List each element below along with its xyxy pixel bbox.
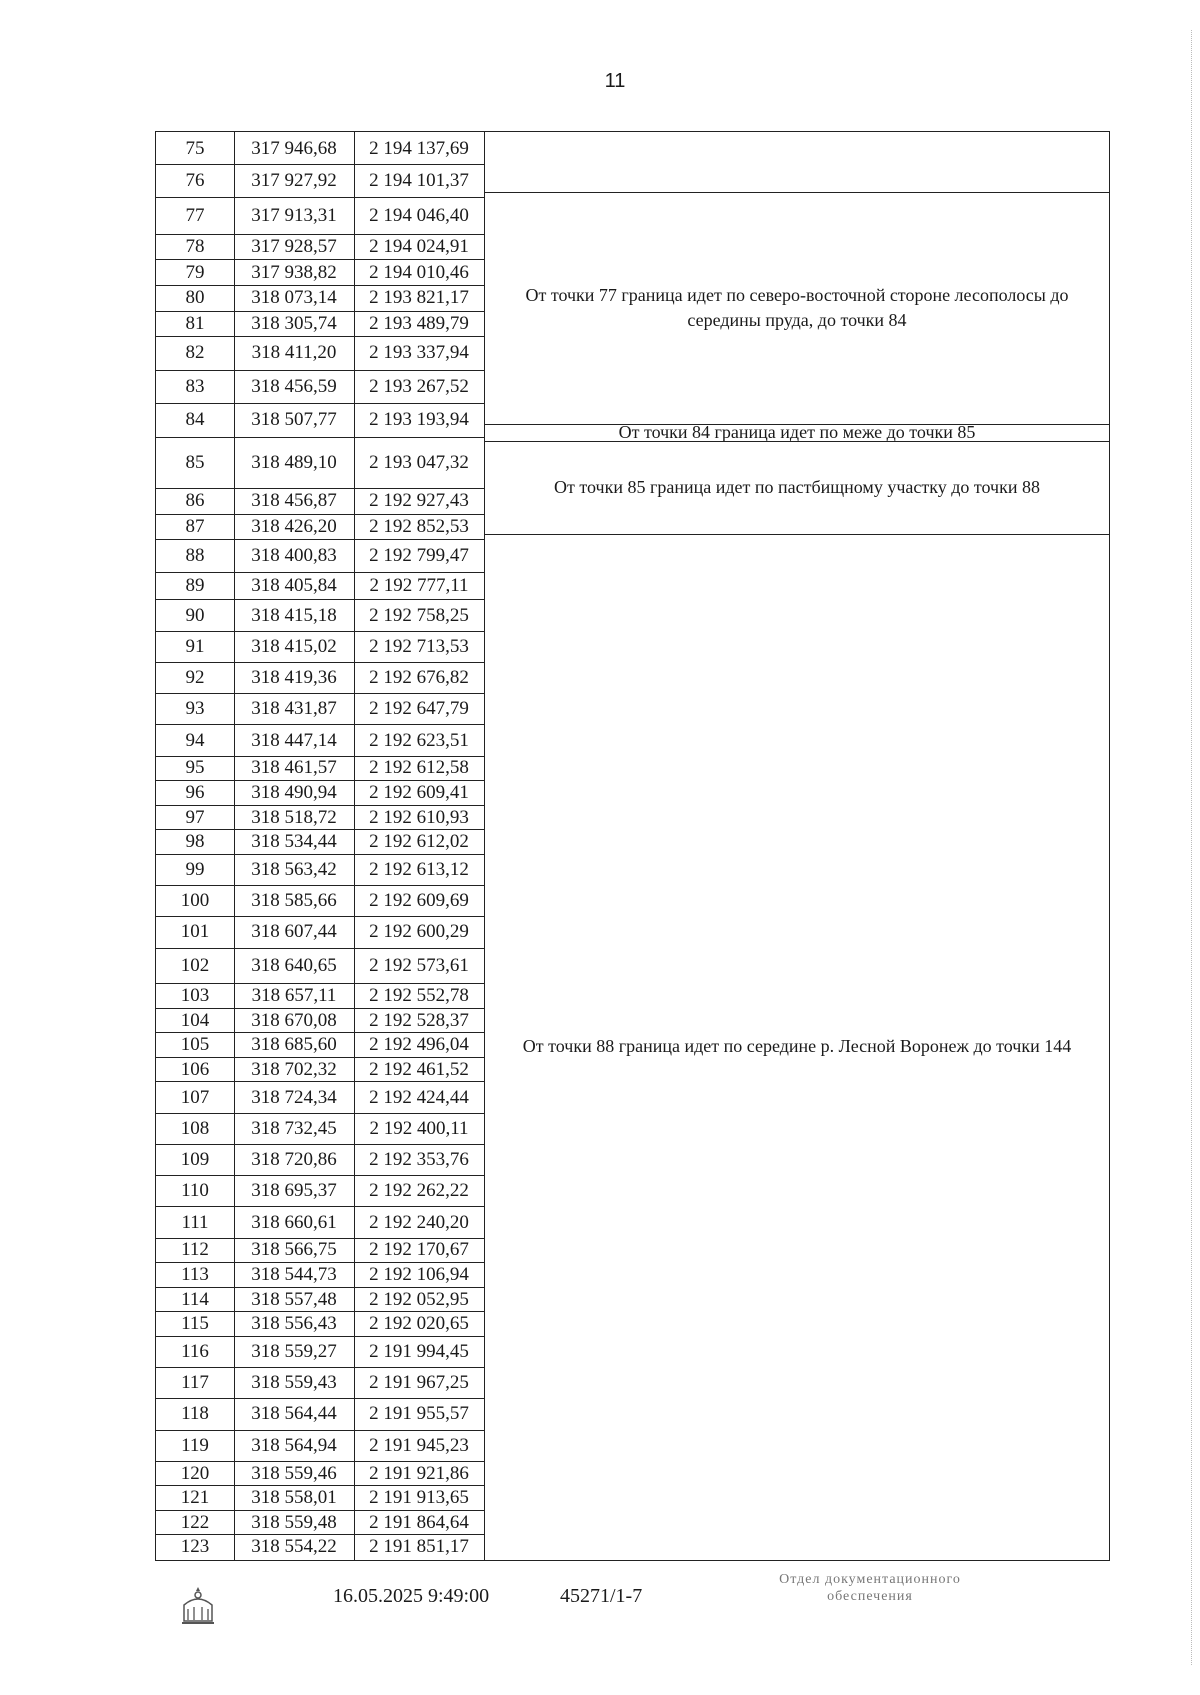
row-divider — [156, 916, 484, 917]
coordinate-x: 318 400,83 — [251, 544, 337, 566]
coordinate-x: 318 559,43 — [251, 1372, 337, 1394]
point-number: 100 — [180, 890, 210, 912]
point-number: 87 — [185, 515, 205, 537]
point-number: 113 — [181, 1263, 209, 1285]
coordinate-y: 2 192 353,76 — [369, 1149, 469, 1171]
coordinate-x: 317 927,92 — [251, 170, 337, 192]
row-divider — [156, 1336, 484, 1337]
row-divider — [156, 885, 484, 886]
coordinate-x: 318 073,14 — [251, 287, 337, 309]
row-divider — [156, 1206, 484, 1207]
coordinate-x: 318 489,10 — [251, 451, 337, 473]
point-number: 102 — [180, 954, 210, 976]
coordinate-x: 318 640,65 — [251, 954, 337, 976]
row-divider — [156, 1057, 484, 1058]
footer-date: 16.05.2025 9:49:00 — [333, 1585, 490, 1607]
row-divider — [156, 1311, 484, 1312]
coordinate-y: 2 192 106,94 — [369, 1263, 469, 1285]
coordinate-x: 318 702,32 — [251, 1058, 337, 1080]
coordinate-x: 318 426,20 — [251, 515, 337, 537]
coordinate-y: 2 192 777,11 — [369, 575, 469, 597]
point-number: 95 — [185, 757, 205, 779]
point-number: 88 — [185, 544, 205, 566]
coordinate-y: 2 192 713,53 — [369, 635, 469, 657]
point-number: 93 — [185, 698, 205, 720]
coordinate-y: 2 192 676,82 — [369, 667, 469, 689]
row-divider — [156, 948, 484, 949]
point-number: 79 — [185, 261, 205, 283]
point-number: 77 — [185, 204, 205, 226]
emblem-icon — [176, 1583, 220, 1627]
point-number: 80 — [185, 287, 205, 309]
coordinate-y: 2 192 613,12 — [369, 858, 469, 880]
point-number: 110 — [181, 1180, 209, 1202]
row-divider — [156, 437, 484, 438]
coordinate-x: 318 657,11 — [251, 985, 337, 1007]
point-number: 97 — [185, 806, 205, 828]
point-number: 108 — [180, 1117, 210, 1139]
coordinate-y: 2 194 101,37 — [369, 170, 469, 192]
point-number: 84 — [185, 409, 205, 431]
row-divider — [156, 1287, 484, 1288]
coordinate-y: 2 192 609,69 — [369, 890, 469, 912]
coordinate-y: 2 191 955,57 — [369, 1403, 469, 1425]
point-number: 118 — [181, 1403, 209, 1425]
coordinate-x: 318 507,77 — [251, 409, 337, 431]
coordinate-x: 318 558,01 — [251, 1487, 337, 1509]
scan-edge — [1191, 30, 1192, 1665]
row-divider — [156, 1262, 484, 1263]
coordinate-y: 2 191 864,64 — [369, 1511, 469, 1533]
stamp-line: обеспечения — [827, 1588, 913, 1604]
coordinate-y: 2 192 262,22 — [369, 1180, 469, 1202]
row-divider — [156, 1032, 484, 1033]
row-divider — [156, 197, 484, 198]
department-stamp — [720, 1572, 1020, 1606]
row-divider — [156, 1008, 484, 1009]
point-number: 82 — [185, 342, 205, 364]
coordinate-x: 318 447,14 — [251, 729, 337, 751]
row-divider — [156, 1367, 484, 1368]
coordinate-x: 318 724,34 — [251, 1086, 337, 1108]
point-number: 75 — [185, 137, 205, 159]
stamp-line: Отдел документационного — [779, 1572, 961, 1587]
point-number: 90 — [185, 604, 205, 626]
point-number: 96 — [185, 781, 205, 803]
row-divider — [156, 1238, 484, 1239]
point-number: 86 — [185, 490, 205, 512]
coordinate-x: 318 305,74 — [251, 312, 337, 334]
point-number: 119 — [181, 1434, 209, 1456]
row-divider — [156, 693, 484, 694]
coordinate-y: 2 193 337,94 — [369, 342, 469, 364]
point-number: 120 — [180, 1462, 210, 1484]
point-number: 91 — [185, 635, 205, 657]
coordinate-y: 2 192 528,37 — [369, 1009, 469, 1031]
coordinate-x: 318 544,73 — [251, 1263, 337, 1285]
row-divider — [156, 983, 484, 984]
coordinate-x: 318 461,57 — [251, 757, 337, 779]
page-number: 11 — [604, 70, 626, 92]
coordinate-x: 318 415,02 — [251, 635, 337, 657]
row-divider — [156, 1510, 484, 1511]
point-number: 115 — [181, 1313, 209, 1335]
point-number: 85 — [185, 451, 205, 473]
coordinate-y: 2 191 967,25 — [369, 1372, 469, 1394]
point-number: 123 — [180, 1536, 210, 1558]
point-number: 121 — [180, 1487, 210, 1509]
point-number: 89 — [185, 575, 205, 597]
point-number: 116 — [181, 1340, 209, 1362]
boundary-description — [486, 132, 1108, 192]
coordinate-y: 2 192 623,51 — [369, 729, 469, 751]
point-number: 92 — [185, 667, 205, 689]
point-number: 94 — [185, 729, 205, 751]
point-number: 114 — [181, 1288, 209, 1310]
coordinate-x: 318 431,87 — [251, 698, 337, 720]
boundary-description: От точки 85 граница идет по пастбищному участку до точки 88 — [554, 477, 1040, 498]
coordinate-y: 2 193 047,32 — [369, 451, 469, 473]
coordinate-x: 318 405,84 — [251, 575, 337, 597]
row-divider — [156, 854, 484, 855]
footer-document-code: 45271/1-7 — [560, 1585, 643, 1607]
coordinate-y: 2 192 552,78 — [369, 985, 469, 1007]
row-divider — [156, 311, 484, 312]
row-divider — [156, 1113, 484, 1114]
row-divider — [156, 805, 484, 806]
coordinate-y: 2 194 137,69 — [369, 137, 469, 159]
point-number: 111 — [181, 1211, 209, 1233]
coordinate-y: 2 192 927,43 — [369, 490, 469, 512]
coordinate-y: 2 192 461,52 — [369, 1058, 469, 1080]
coordinate-y: 2 192 799,47 — [369, 544, 469, 566]
coordinate-x: 318 685,60 — [251, 1034, 337, 1056]
row-divider — [156, 1175, 484, 1176]
coordinate-x: 318 566,75 — [251, 1239, 337, 1261]
point-number: 76 — [185, 170, 205, 192]
row-divider — [156, 1081, 484, 1082]
coordinate-y: 2 192 496,04 — [369, 1034, 469, 1056]
coordinate-x: 318 559,27 — [251, 1340, 337, 1362]
point-number: 103 — [180, 985, 210, 1007]
coordinate-x: 317 928,57 — [251, 235, 337, 257]
coordinate-x: 318 732,45 — [251, 1117, 337, 1139]
boundary-description: От точки 77 граница идет по северо-восточной стороне лесополосы до середины пруда, до точки 84 — [525, 285, 1069, 330]
coordinate-x: 318 518,72 — [251, 806, 337, 828]
coordinate-y: 2 192 609,41 — [369, 781, 469, 803]
description-divider — [484, 424, 1109, 425]
coordinate-x: 318 559,46 — [251, 1462, 337, 1484]
coordinate-x: 317 913,31 — [251, 204, 337, 226]
coordinate-y: 2 192 612,58 — [369, 757, 469, 779]
row-divider — [156, 164, 484, 165]
coordinate-y: 2 193 489,79 — [369, 312, 469, 334]
row-divider — [156, 599, 484, 600]
coordinate-y: 2 192 573,61 — [369, 954, 469, 976]
coordinate-y: 2 192 600,29 — [369, 921, 469, 943]
point-number: 107 — [180, 1086, 210, 1108]
point-number: 101 — [180, 921, 210, 943]
coordinate-x: 318 490,94 — [251, 781, 337, 803]
row-divider — [156, 370, 484, 371]
coordinate-x: 318 456,87 — [251, 490, 337, 512]
row-divider — [156, 662, 484, 663]
coordinate-y: 2 194 010,46 — [369, 261, 469, 283]
row-divider — [156, 1485, 484, 1486]
coordinate-x: 318 660,61 — [251, 1211, 337, 1233]
row-divider — [156, 1398, 484, 1399]
row-divider — [156, 756, 484, 757]
coordinate-y: 2 192 240,20 — [369, 1211, 469, 1233]
coordinate-x: 318 670,08 — [251, 1009, 337, 1031]
column-divider — [484, 132, 485, 1560]
row-divider — [156, 631, 484, 632]
boundary-description: От точки 88 граница идет по середине р. Лесной Воронеж до точки 144 — [522, 1036, 1072, 1057]
row-divider — [156, 336, 484, 337]
coordinate-y: 2 192 612,02 — [369, 831, 469, 853]
coordinate-y: 2 191 851,17 — [369, 1536, 469, 1558]
description-divider — [484, 441, 1109, 442]
row-divider — [156, 1144, 484, 1145]
row-divider — [156, 724, 484, 725]
description-divider — [484, 192, 1109, 193]
point-number: 99 — [185, 858, 205, 880]
coordinate-y: 2 192 052,95 — [369, 1288, 469, 1310]
coordinate-x: 318 563,42 — [251, 858, 337, 880]
coordinate-x: 318 419,36 — [251, 667, 337, 689]
row-divider — [156, 259, 484, 260]
coordinate-y: 2 193 821,17 — [369, 287, 469, 309]
point-number: 104 — [180, 1009, 210, 1031]
point-number: 117 — [181, 1372, 209, 1394]
coordinate-y: 2 192 610,93 — [369, 806, 469, 828]
coordinate-x: 318 456,59 — [251, 375, 337, 397]
coordinate-x: 318 411,20 — [251, 342, 337, 364]
coordinate-x: 318 585,66 — [251, 890, 337, 912]
coordinate-x: 318 695,37 — [251, 1180, 337, 1202]
row-divider — [156, 234, 484, 235]
point-number: 98 — [185, 831, 205, 853]
coordinate-y: 2 192 647,79 — [369, 698, 469, 720]
coordinate-y: 2 193 193,94 — [369, 409, 469, 431]
coordinate-y: 2 192 400,11 — [369, 1117, 469, 1139]
row-divider — [156, 539, 484, 540]
row-divider — [156, 780, 484, 781]
coordinates-table — [155, 131, 1110, 1561]
row-divider — [156, 1461, 484, 1462]
coordinate-y: 2 191 945,23 — [369, 1434, 469, 1456]
point-number: 122 — [180, 1511, 210, 1533]
coordinate-y: 2 192 424,44 — [369, 1086, 469, 1108]
row-divider — [156, 285, 484, 286]
point-number: 78 — [185, 235, 205, 257]
row-divider — [156, 829, 484, 830]
coordinate-x: 318 564,44 — [251, 1403, 337, 1425]
coordinate-y: 2 194 046,40 — [369, 204, 469, 226]
row-divider — [156, 488, 484, 489]
boundary-description: От точки 84 граница идет по меже до точки 85 — [618, 421, 976, 442]
coordinate-y: 2 192 758,25 — [369, 604, 469, 626]
coordinate-y: 2 191 994,45 — [369, 1340, 469, 1362]
coordinate-y: 2 192 170,67 — [369, 1239, 469, 1261]
coordinate-x: 317 938,82 — [251, 261, 337, 283]
point-number: 105 — [180, 1034, 210, 1056]
point-number: 83 — [185, 375, 205, 397]
coordinate-y: 2 192 020,65 — [369, 1313, 469, 1335]
coordinate-x: 318 559,48 — [251, 1511, 337, 1533]
row-divider — [156, 403, 484, 404]
coordinate-y: 2 193 267,52 — [369, 375, 469, 397]
coordinate-x: 318 557,48 — [251, 1288, 337, 1310]
row-divider — [156, 1534, 484, 1535]
row-divider — [156, 514, 484, 515]
coordinate-x: 318 554,22 — [251, 1536, 337, 1558]
coordinate-x: 317 946,68 — [251, 137, 337, 159]
point-number: 109 — [180, 1149, 210, 1171]
coordinate-x: 318 415,18 — [251, 604, 337, 626]
point-number: 106 — [180, 1058, 210, 1080]
coordinate-y: 2 191 921,86 — [369, 1462, 469, 1484]
coordinate-y: 2 192 852,53 — [369, 515, 469, 537]
point-number: 81 — [185, 312, 205, 334]
coordinate-x: 318 534,44 — [251, 831, 337, 853]
row-divider — [156, 1430, 484, 1431]
row-divider — [156, 572, 484, 573]
coordinate-y: 2 194 024,91 — [369, 235, 469, 257]
coordinate-x: 318 556,43 — [251, 1313, 337, 1335]
coordinate-x: 318 720,86 — [251, 1149, 337, 1171]
coordinate-y: 2 191 913,65 — [369, 1487, 469, 1509]
description-divider — [484, 534, 1109, 535]
coordinate-x: 318 607,44 — [251, 921, 337, 943]
coordinate-x: 318 564,94 — [251, 1434, 337, 1456]
point-number: 112 — [181, 1239, 209, 1261]
